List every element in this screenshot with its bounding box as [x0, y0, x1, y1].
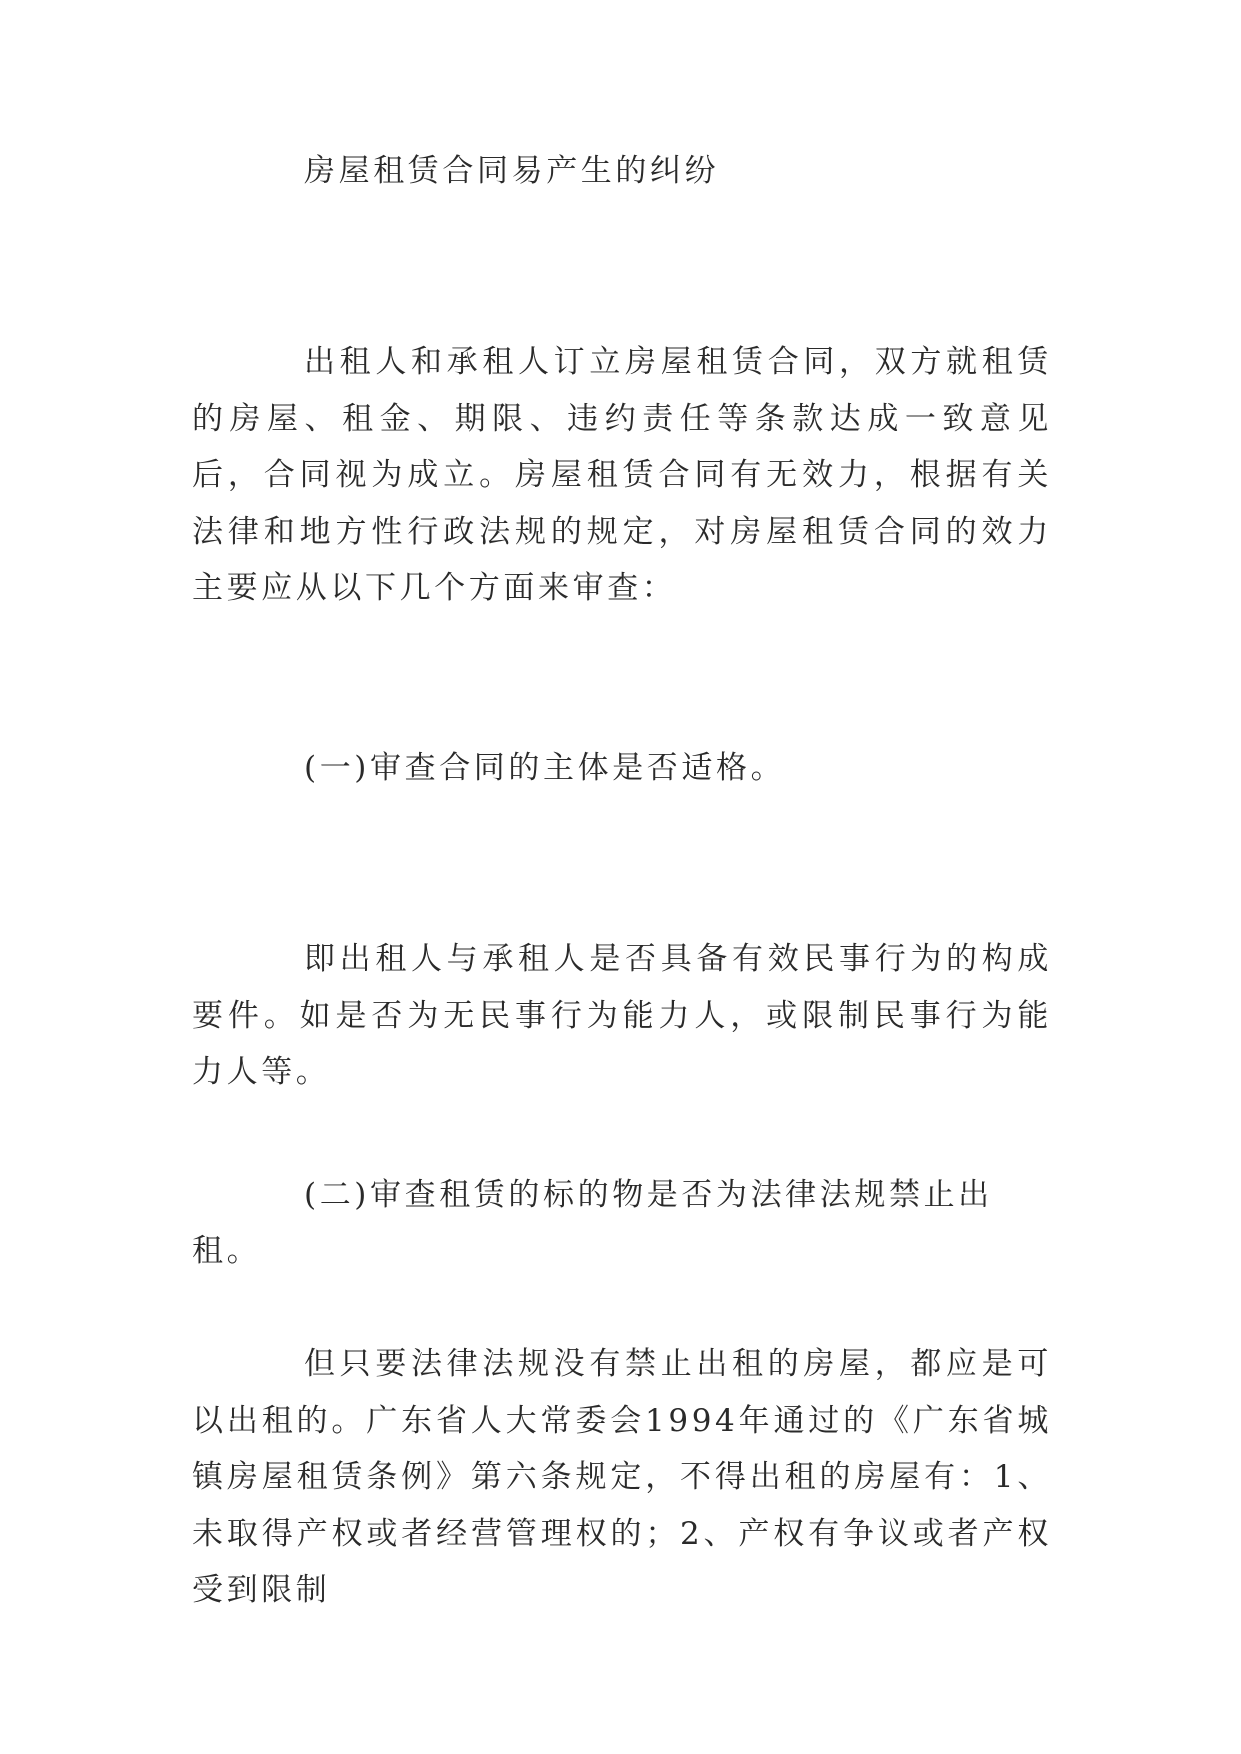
section-2-heading: (二)审查租赁的标的物是否为法律法规禁止出租。	[192, 1177, 993, 1269]
document-title: 房屋租赁合同易产生的纠纷	[304, 153, 720, 189]
intro-paragraph: 出租人和承租人订立房屋租赁合同，双方就租赁的房屋、租金、期限、违约责任等条款达成一致意见后，合同视为成立。房屋租赁合同有无效力，根据有关法律和地方性行政法规的规定，对房屋租赁合同的效力主要应从以下几个方面来审查：	[192, 344, 1052, 606]
section-1-body: 即出租人与承租人是否具备有效民事行为的构成要件。如是否为无民事行为能力人，或限制民事行为能力人等。	[192, 941, 1052, 1090]
section-2-body: 但只要法律法规没有禁止出租的房屋，都应是可以出租的。广东省人大常委会1994年通过的《广东省城镇房屋租赁条例》第六条规定，不得出租的房屋有：1、未取得产权或者经营管理权的；2、产权有争议或者产权受到限制	[192, 1346, 1052, 1608]
section-1-heading: (一)审查合同的主体是否适格。	[304, 750, 786, 786]
